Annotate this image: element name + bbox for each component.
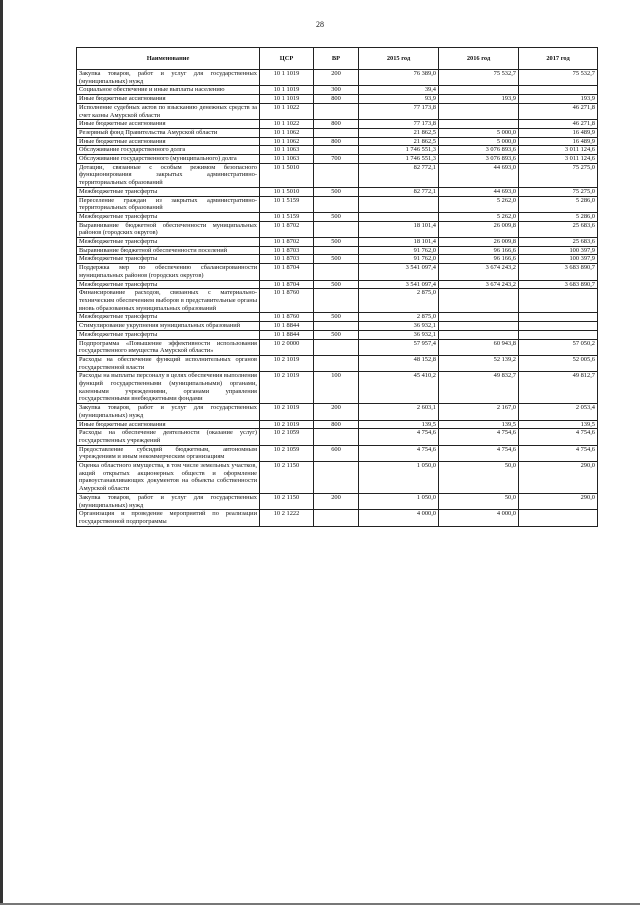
row-name: Иные бюджетные ассигнования xyxy=(77,95,260,104)
row-csr: 10 2 1019 xyxy=(260,420,314,429)
row-2015: 48 152,8 xyxy=(359,355,439,371)
row-vr xyxy=(314,510,359,526)
table-row xyxy=(77,372,598,404)
row-2016: 75 532,7 xyxy=(439,70,519,86)
row-csr: 10 1 5159 xyxy=(260,196,314,212)
table-row xyxy=(77,163,598,187)
table-row xyxy=(77,313,598,322)
row-name: Стимулирование укрупнения муниципальных образований xyxy=(77,322,260,331)
table-row xyxy=(77,221,598,237)
row-name: Финансирование расходов, связанных с материально-техническим обеспечением выборов в представительные органы вновь образованных муниципальных образований xyxy=(77,289,260,313)
row-2015: 139,5 xyxy=(359,420,439,429)
table-row xyxy=(77,289,598,313)
row-2016: 26 009,8 xyxy=(439,238,519,247)
row-2015: 77 173,8 xyxy=(359,120,439,129)
table-row xyxy=(77,429,598,445)
row-vr xyxy=(314,163,359,187)
row-name: Дотации, связанные с особым режимом безопасного функционирования закрытых административно-территориальных образований xyxy=(77,163,260,187)
row-2017: 75 532,7 xyxy=(519,70,598,86)
table-row xyxy=(77,355,598,371)
table-row xyxy=(77,420,598,429)
row-csr: 10 2 1019 xyxy=(260,372,314,404)
row-csr: 10 2 1019 xyxy=(260,404,314,420)
row-vr xyxy=(314,355,359,371)
row-2017: 25 683,6 xyxy=(519,221,598,237)
row-csr: 10 2 1222 xyxy=(260,510,314,526)
row-vr xyxy=(314,103,359,119)
row-name: Межбюджетные трансферты xyxy=(77,212,260,221)
table-row xyxy=(77,264,598,280)
row-vr: 800 xyxy=(314,120,359,129)
row-2015: 1 746 551,3 xyxy=(359,146,439,155)
row-2016: 4 754,6 xyxy=(439,445,519,461)
row-2016: 50,0 xyxy=(439,462,519,494)
row-2016: 3 674 243,2 xyxy=(439,264,519,280)
row-name: Обслуживание государственного долга xyxy=(77,146,260,155)
row-vr: 200 xyxy=(314,493,359,509)
row-vr xyxy=(314,462,359,494)
row-2016 xyxy=(439,120,519,129)
row-2017: 4 754,6 xyxy=(519,429,598,445)
row-csr: 10 2 1019 xyxy=(260,355,314,371)
row-2016: 193,9 xyxy=(439,95,519,104)
row-2016 xyxy=(439,313,519,322)
row-2017: 3 683 890,7 xyxy=(519,264,598,280)
scan-left-edge xyxy=(0,0,3,905)
row-2017: 290,0 xyxy=(519,462,598,494)
row-2017: 2 053,4 xyxy=(519,404,598,420)
row-2016 xyxy=(439,330,519,339)
row-2015: 91 762,0 xyxy=(359,255,439,264)
table-row xyxy=(77,120,598,129)
row-2016: 44 693,0 xyxy=(439,187,519,196)
row-vr xyxy=(314,146,359,155)
row-2016 xyxy=(439,322,519,331)
row-csr: 10 1 1019 xyxy=(260,70,314,86)
row-csr: 10 1 8704 xyxy=(260,280,314,289)
table-row xyxy=(77,280,598,289)
row-2017: 57 050,2 xyxy=(519,339,598,355)
row-2017: 100 397,9 xyxy=(519,255,598,264)
row-2017: 3 011 124,6 xyxy=(519,146,598,155)
row-csr: 10 1 8703 xyxy=(260,255,314,264)
row-2015 xyxy=(359,196,439,212)
row-2015: 18 101,4 xyxy=(359,221,439,237)
row-csr: 10 1 8702 xyxy=(260,221,314,237)
row-2015 xyxy=(359,212,439,221)
row-csr: 10 2 1059 xyxy=(260,429,314,445)
row-2017: 193,9 xyxy=(519,95,598,104)
row-csr: 10 1 8703 xyxy=(260,246,314,255)
table-row xyxy=(77,196,598,212)
table-row xyxy=(77,212,598,221)
row-vr: 800 xyxy=(314,137,359,146)
table-row xyxy=(77,255,598,264)
row-csr: 10 2 1150 xyxy=(260,493,314,509)
row-2015: 2 603,1 xyxy=(359,404,439,420)
row-2016: 5 000,0 xyxy=(439,128,519,137)
row-2015: 4 754,6 xyxy=(359,445,439,461)
row-vr: 500 xyxy=(314,187,359,196)
budget-table xyxy=(76,47,598,527)
row-2015: 36 932,1 xyxy=(359,322,439,331)
table-row xyxy=(77,246,598,255)
row-csr: 10 2 0000 xyxy=(260,339,314,355)
table-row xyxy=(77,510,598,526)
row-name: Межбюджетные трансферты xyxy=(77,313,260,322)
row-csr: 10 1 8844 xyxy=(260,330,314,339)
row-name: Межбюджетные трансферты xyxy=(77,330,260,339)
row-name: Предоставление субсидий бюджетным, автономным учреждениям и иным некоммерческим организациям xyxy=(77,445,260,461)
row-csr: 10 2 1059 xyxy=(260,445,314,461)
row-2016: 96 166,6 xyxy=(439,246,519,255)
row-csr: 10 1 8844 xyxy=(260,322,314,331)
row-2016: 52 139,2 xyxy=(439,355,519,371)
row-2016: 2 167,0 xyxy=(439,404,519,420)
row-csr: 10 1 8702 xyxy=(260,238,314,247)
row-2015: 1 746 551,3 xyxy=(359,155,439,164)
row-2017 xyxy=(519,289,598,313)
row-2016 xyxy=(439,289,519,313)
row-vr: 500 xyxy=(314,330,359,339)
row-vr: 700 xyxy=(314,155,359,164)
table-row xyxy=(77,155,598,164)
row-2017 xyxy=(519,510,598,526)
row-csr: 10 1 1062 xyxy=(260,137,314,146)
row-2017: 46 271,8 xyxy=(519,120,598,129)
row-2015: 57 957,4 xyxy=(359,339,439,355)
row-2017: 290,0 xyxy=(519,493,598,509)
table-row xyxy=(77,70,598,86)
row-2017: 75 275,0 xyxy=(519,187,598,196)
row-csr: 10 1 1062 xyxy=(260,128,314,137)
row-2016: 96 166,6 xyxy=(439,255,519,264)
row-name: Выравнивание бюджетной обеспеченности муниципальных районов (городских округов) xyxy=(77,221,260,237)
row-2015: 21 862,5 xyxy=(359,128,439,137)
row-2015: 2 875,0 xyxy=(359,289,439,313)
row-2015: 4 000,0 xyxy=(359,510,439,526)
row-name: Организация и проведение мероприятий по реализации государственной подпрограммы xyxy=(77,510,260,526)
row-name: Межбюджетные трансферты xyxy=(77,255,260,264)
row-2016: 44 693,0 xyxy=(439,163,519,187)
row-vr: 300 xyxy=(314,86,359,95)
row-2015: 39,4 xyxy=(359,86,439,95)
row-vr: 800 xyxy=(314,420,359,429)
row-2016: 4 754,6 xyxy=(439,429,519,445)
row-name: Исполнение судебных актов по взысканию денежных средств за счет казны Амурской области xyxy=(77,103,260,119)
table-row xyxy=(77,86,598,95)
row-2015: 21 862,5 xyxy=(359,137,439,146)
row-2016: 3 076 893,6 xyxy=(439,146,519,155)
row-2017 xyxy=(519,313,598,322)
row-2017: 16 489,9 xyxy=(519,137,598,146)
row-vr xyxy=(314,128,359,137)
row-2017 xyxy=(519,330,598,339)
row-name: Иные бюджетные ассигнования xyxy=(77,420,260,429)
row-2015: 3 541 097,4 xyxy=(359,280,439,289)
row-vr: 500 xyxy=(314,280,359,289)
header-2015: 2015 год xyxy=(359,48,439,70)
row-2017: 5 286,0 xyxy=(519,196,598,212)
row-vr xyxy=(314,339,359,355)
table-row xyxy=(77,330,598,339)
table-row xyxy=(77,187,598,196)
row-2017: 139,5 xyxy=(519,420,598,429)
row-2017 xyxy=(519,322,598,331)
row-name: Социальное обеспечение и иные выплаты населению xyxy=(77,86,260,95)
row-csr: 10 1 5010 xyxy=(260,187,314,196)
row-name: Иные бюджетные ассигнования xyxy=(77,120,260,129)
row-2017: 4 754,6 xyxy=(519,445,598,461)
row-vr xyxy=(314,429,359,445)
row-name: Расходы на обеспечение функций исполнительных органов государственной власти xyxy=(77,355,260,371)
table-row xyxy=(77,103,598,119)
row-csr: 10 1 8760 xyxy=(260,313,314,322)
row-2016: 5 262,0 xyxy=(439,212,519,221)
row-vr xyxy=(314,196,359,212)
row-csr: 10 1 1063 xyxy=(260,146,314,155)
row-vr: 100 xyxy=(314,372,359,404)
row-2016: 5 262,0 xyxy=(439,196,519,212)
row-vr xyxy=(314,322,359,331)
row-2016: 3 674 243,2 xyxy=(439,280,519,289)
row-vr: 500 xyxy=(314,313,359,322)
row-csr: 10 1 5159 xyxy=(260,212,314,221)
row-2017: 100 397,9 xyxy=(519,246,598,255)
row-2016 xyxy=(439,103,519,119)
header-vr: ВР xyxy=(314,48,359,70)
row-2017: 52 005,6 xyxy=(519,355,598,371)
table-body xyxy=(77,70,598,527)
row-name: Обслуживание государственного (муниципального) долга xyxy=(77,155,260,164)
row-2015: 36 932,1 xyxy=(359,330,439,339)
table-row xyxy=(77,238,598,247)
row-name: Выравнивание бюджетной обеспеченности поселений xyxy=(77,246,260,255)
header-name: Наименование xyxy=(77,48,260,70)
row-2017: 16 489,9 xyxy=(519,128,598,137)
row-2017 xyxy=(519,86,598,95)
table-header-row xyxy=(77,48,598,70)
table-row xyxy=(77,404,598,420)
row-2015: 18 101,4 xyxy=(359,238,439,247)
row-vr: 600 xyxy=(314,445,359,461)
row-2016: 60 943,8 xyxy=(439,339,519,355)
row-2016: 3 076 893,6 xyxy=(439,155,519,164)
row-2017: 49 812,7 xyxy=(519,372,598,404)
row-csr: 10 1 1019 xyxy=(260,86,314,95)
row-name: Иные бюджетные ассигнования xyxy=(77,137,260,146)
row-2015: 82 772,1 xyxy=(359,187,439,196)
row-vr: 200 xyxy=(314,404,359,420)
row-2015: 82 772,1 xyxy=(359,163,439,187)
header-2016: 2016 год xyxy=(439,48,519,70)
row-name: Закупка товаров, работ и услуг для государственных (муниципальных) нужд xyxy=(77,70,260,86)
row-2016: 4 000,0 xyxy=(439,510,519,526)
row-csr: 10 1 8760 xyxy=(260,289,314,313)
row-name: Переселение граждан из закрытых административно-территориальных образований xyxy=(77,196,260,212)
table-row xyxy=(77,128,598,137)
row-2016 xyxy=(439,86,519,95)
row-vr xyxy=(314,221,359,237)
row-name: Подпрограмма «Повышение эффективности использования государственного имущества Амурской области» xyxy=(77,339,260,355)
row-vr xyxy=(314,289,359,313)
row-vr: 200 xyxy=(314,70,359,86)
row-2015: 93,9 xyxy=(359,95,439,104)
row-name: Расходы на выплаты персоналу в целях обеспечения выполнения функций государственными (муниципальными) органами, казенными учреждениями, органами управления государственными внебюджетными фондами xyxy=(77,372,260,404)
table-row xyxy=(77,146,598,155)
header-csr: ЦСР xyxy=(260,48,314,70)
row-2015: 1 050,0 xyxy=(359,493,439,509)
row-csr: 10 1 1022 xyxy=(260,103,314,119)
row-2015: 3 541 097,4 xyxy=(359,264,439,280)
row-2015: 76 389,0 xyxy=(359,70,439,86)
row-vr: 500 xyxy=(314,238,359,247)
row-name: Межбюджетные трансферты xyxy=(77,280,260,289)
row-name: Поддержка мер по обеспечению сбалансированности муниципальных районов (городских округов) xyxy=(77,264,260,280)
table-row xyxy=(77,322,598,331)
row-2015: 45 410,2 xyxy=(359,372,439,404)
header-2017: 2017 год xyxy=(519,48,598,70)
row-name: Межбюджетные трансферты xyxy=(77,238,260,247)
row-2017: 3 011 124,6 xyxy=(519,155,598,164)
row-2017: 3 683 890,7 xyxy=(519,280,598,289)
row-name: Оценка областного имущества, в том числе земельных участков, акций открытых акционерных обществ и оформление правоустанавливающих документов на объекты собственности Амурской области xyxy=(77,462,260,494)
table-row xyxy=(77,462,598,494)
row-2015: 91 762,0 xyxy=(359,246,439,255)
table-row xyxy=(77,445,598,461)
row-vr: 800 xyxy=(314,95,359,104)
row-2016: 5 000,0 xyxy=(439,137,519,146)
row-2017: 5 286,0 xyxy=(519,212,598,221)
row-name: Закупка товаров, работ и услуг для государственных (муниципальных) нужд xyxy=(77,404,260,420)
row-2016: 50,0 xyxy=(439,493,519,509)
row-name: Закупка товаров, работ и услуг для государственных (муниципальных) нужд xyxy=(77,493,260,509)
page-number: 28 xyxy=(316,20,324,29)
table-row xyxy=(77,95,598,104)
row-name: Межбюджетные трансферты xyxy=(77,187,260,196)
table-row xyxy=(77,493,598,509)
row-vr: 500 xyxy=(314,255,359,264)
row-2015: 1 050,0 xyxy=(359,462,439,494)
row-2015: 77 173,8 xyxy=(359,103,439,119)
row-csr: 10 1 1019 xyxy=(260,95,314,104)
table-row xyxy=(77,339,598,355)
row-2015: 2 875,0 xyxy=(359,313,439,322)
row-2017: 25 683,6 xyxy=(519,238,598,247)
row-name: Резервный фонд Правительства Амурской области xyxy=(77,128,260,137)
row-2016: 26 009,8 xyxy=(439,221,519,237)
row-csr: 10 1 1063 xyxy=(260,155,314,164)
row-vr xyxy=(314,246,359,255)
row-csr: 10 1 1022 xyxy=(260,120,314,129)
row-csr: 10 2 1150 xyxy=(260,462,314,494)
row-csr: 10 1 5010 xyxy=(260,163,314,187)
row-2017: 75 275,0 xyxy=(519,163,598,187)
row-2015: 4 754,6 xyxy=(359,429,439,445)
row-name: Расходы на обеспечение деятельности (оказание услуг) государственных учреждений xyxy=(77,429,260,445)
row-vr: 500 xyxy=(314,212,359,221)
row-2016: 49 832,7 xyxy=(439,372,519,404)
row-csr: 10 1 8704 xyxy=(260,264,314,280)
row-2016: 139,5 xyxy=(439,420,519,429)
table-row xyxy=(77,137,598,146)
row-2017: 46 271,8 xyxy=(519,103,598,119)
row-vr xyxy=(314,264,359,280)
